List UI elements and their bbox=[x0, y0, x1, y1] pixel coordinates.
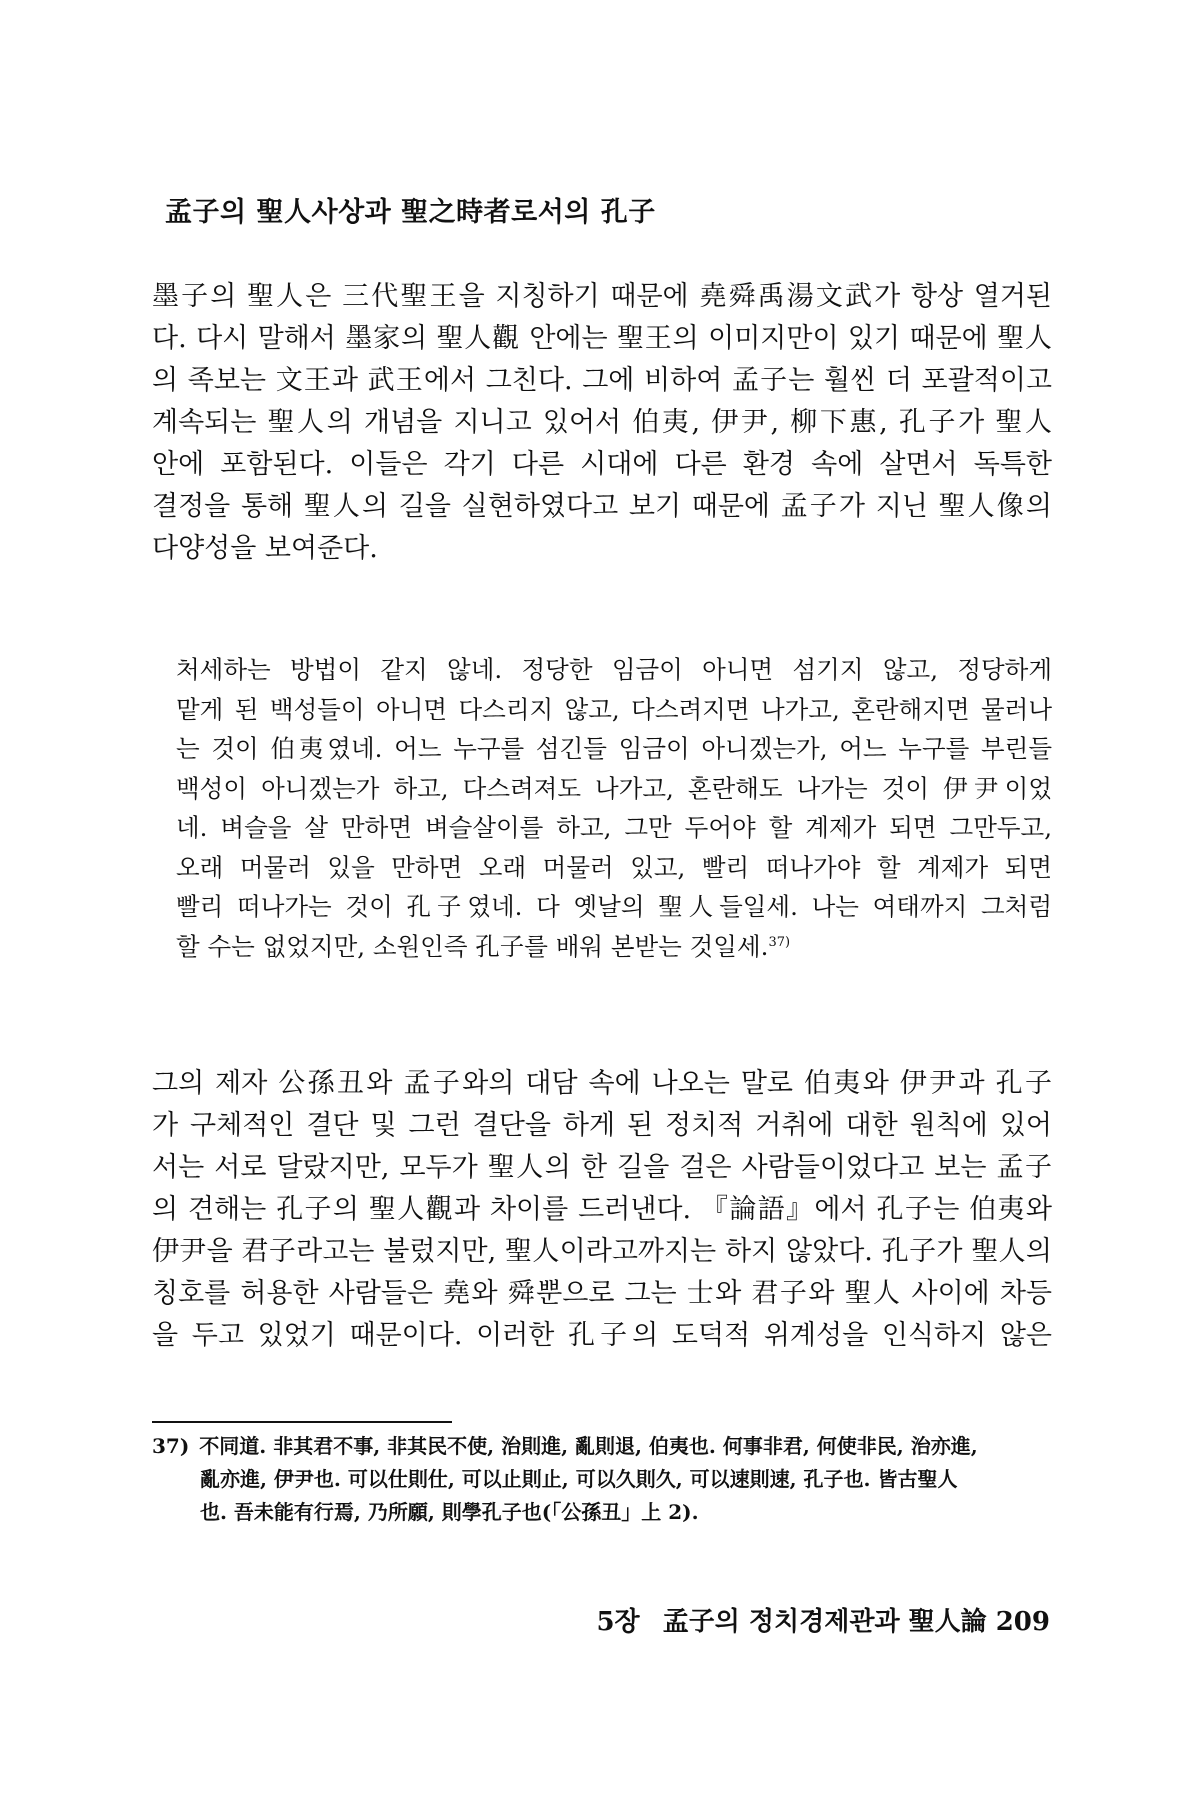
footnote bbox=[152, 1430, 1052, 1529]
paragraph-line: 계속되는 聖人의 개념을 지니고 있어서 伯夷, 伊尹, 柳下惠, 孔子가 聖人 bbox=[152, 407, 1052, 438]
page-number: 209 bbox=[995, 1607, 1050, 1637]
paragraph-line: 안에 포함된다. 이들은 각기 다른 시대에 다른 환경 속에 살면서 독특한 bbox=[152, 449, 1052, 480]
footnote-text: 不同道. 非其君不事, 非其民不使, 治則進, 亂則退, 伯夷也. 何事非君, 何使非民, 治亦進, bbox=[199, 1434, 978, 1458]
quote-line: 네. 벼슬을 살 만하면 벼슬살이를 하고, 그만 두어야 할 계제가 되면 그만두고, bbox=[176, 813, 1052, 842]
quote-line: 빨리 떠나가는 것이 孔子였네. 다 옛날의 聖人들일세. 나는 여태까지 그처럼 bbox=[176, 892, 1052, 921]
footnote-line: 亂亦進, 伊尹也. 可以仕則仕, 可以止則止, 可以久則久, 可以速則速, 孔子也. 皆古聖人 bbox=[200, 1467, 958, 1491]
footnote-divider bbox=[152, 1421, 452, 1423]
quote-line: 백성이 아니겠는가 하고, 다스려져도 나가고, 혼란해도 나가는 것이 伊尹이었 bbox=[176, 773, 1052, 803]
paragraph-line: 을 두고 있었기 때문이다. 이러한 孔子의 도덕적 위계성을 인식하지 않은 bbox=[152, 1320, 1052, 1351]
quote-line-text: 할 수는 없었지만, 소원인즉 孔子를 배워 본받는 것일세. bbox=[176, 931, 769, 961]
running-footer bbox=[596, 1601, 1050, 1638]
paragraph-line: 결정을 통해 聖人의 길을 실현하였다고 보기 때문에 孟子가 지닌 聖人像의 bbox=[152, 491, 1052, 522]
footnote-reference[interactable]: 37) bbox=[768, 934, 791, 950]
paragraph-line: 의 견해는 孔子의 聖人觀과 차이를 드러낸다. 『論語』에서 孔子는 伯夷와 bbox=[152, 1194, 1052, 1225]
footnote-line: 也. 吾未能有行焉, 乃所願, 則學孔子也(「公孫丑」上 2). bbox=[200, 1500, 699, 1524]
footnote-number: 37) bbox=[152, 1434, 190, 1458]
quote-line: 는 것이 伯夷였네. 어느 누구를 섬긴들 임금이 아니겠는가, 어느 누구를 부린들 bbox=[176, 734, 1052, 763]
chapter-label: 5장 bbox=[596, 1607, 640, 1637]
paragraph-line: 그의 제자 公孫丑와 孟子와의 대담 속에 나오는 말로 伯夷와 伊尹과 孔子 bbox=[152, 1068, 1052, 1099]
paragraph-2 bbox=[152, 1063, 1052, 1357]
quote-line: 처세하는 방법이 같지 않네. 정당한 임금이 아니면 섬기지 않고, 정당하게 bbox=[176, 655, 1052, 684]
paragraph-line: 墨子의 聖人은 三代聖王을 지칭하기 때문에 堯舜禹湯文武가 항상 열거된 bbox=[152, 281, 1052, 312]
footnote-line bbox=[152, 1430, 1052, 1463]
paragraph-line: 가 구체적인 결단 및 그런 결단을 하게 된 정치적 거취에 대한 원칙에 있어 bbox=[152, 1110, 1052, 1141]
paragraph-line: 다. 다시 말해서 墨家의 聖人觀 안에는 聖王의 이미지만이 있기 때문에 聖人 bbox=[152, 323, 1052, 354]
paragraph-1 bbox=[152, 276, 1052, 570]
quote-line-last bbox=[176, 927, 1052, 967]
paragraph-line: 다양성을 보여준다. bbox=[152, 533, 378, 564]
chapter-title: 孟子의 정치경제관과 聖人論 bbox=[662, 1607, 987, 1637]
paragraph-line: 칭호를 허용한 사람들은 堯와 舜뿐으로 그는 士와 君子와 聖人 사이에 차등 bbox=[152, 1278, 1052, 1309]
paragraph-line: 서는 서로 달랐지만, 모두가 聖人의 한 길을 걸은 사람들이었다고 보는 孟子 bbox=[152, 1152, 1052, 1183]
quote-line: 오래 머물러 있을 만하면 오래 머물러 있고, 빨리 떠나가야 할 계제가 되면 bbox=[176, 852, 1052, 882]
paragraph-line: 伊尹을 君子라고는 불렀지만, 聖人이라고까지는 하지 않았다. 孔子가 聖人의 bbox=[152, 1236, 1052, 1267]
section-heading: 孟子의 聖人사상과 聖之時者로서의 孔子 bbox=[165, 197, 656, 228]
paragraph-line: 의 족보는 文王과 武王에서 그친다. 그에 비하여 孟子는 훨씬 더 포괄적이고 bbox=[152, 365, 1052, 396]
quote-line: 맡게 된 백성들이 아니면 다스리지 않고, 다스려지면 나가고, 혼란해지면 물러나 bbox=[176, 694, 1052, 724]
block-quote bbox=[176, 650, 1052, 966]
